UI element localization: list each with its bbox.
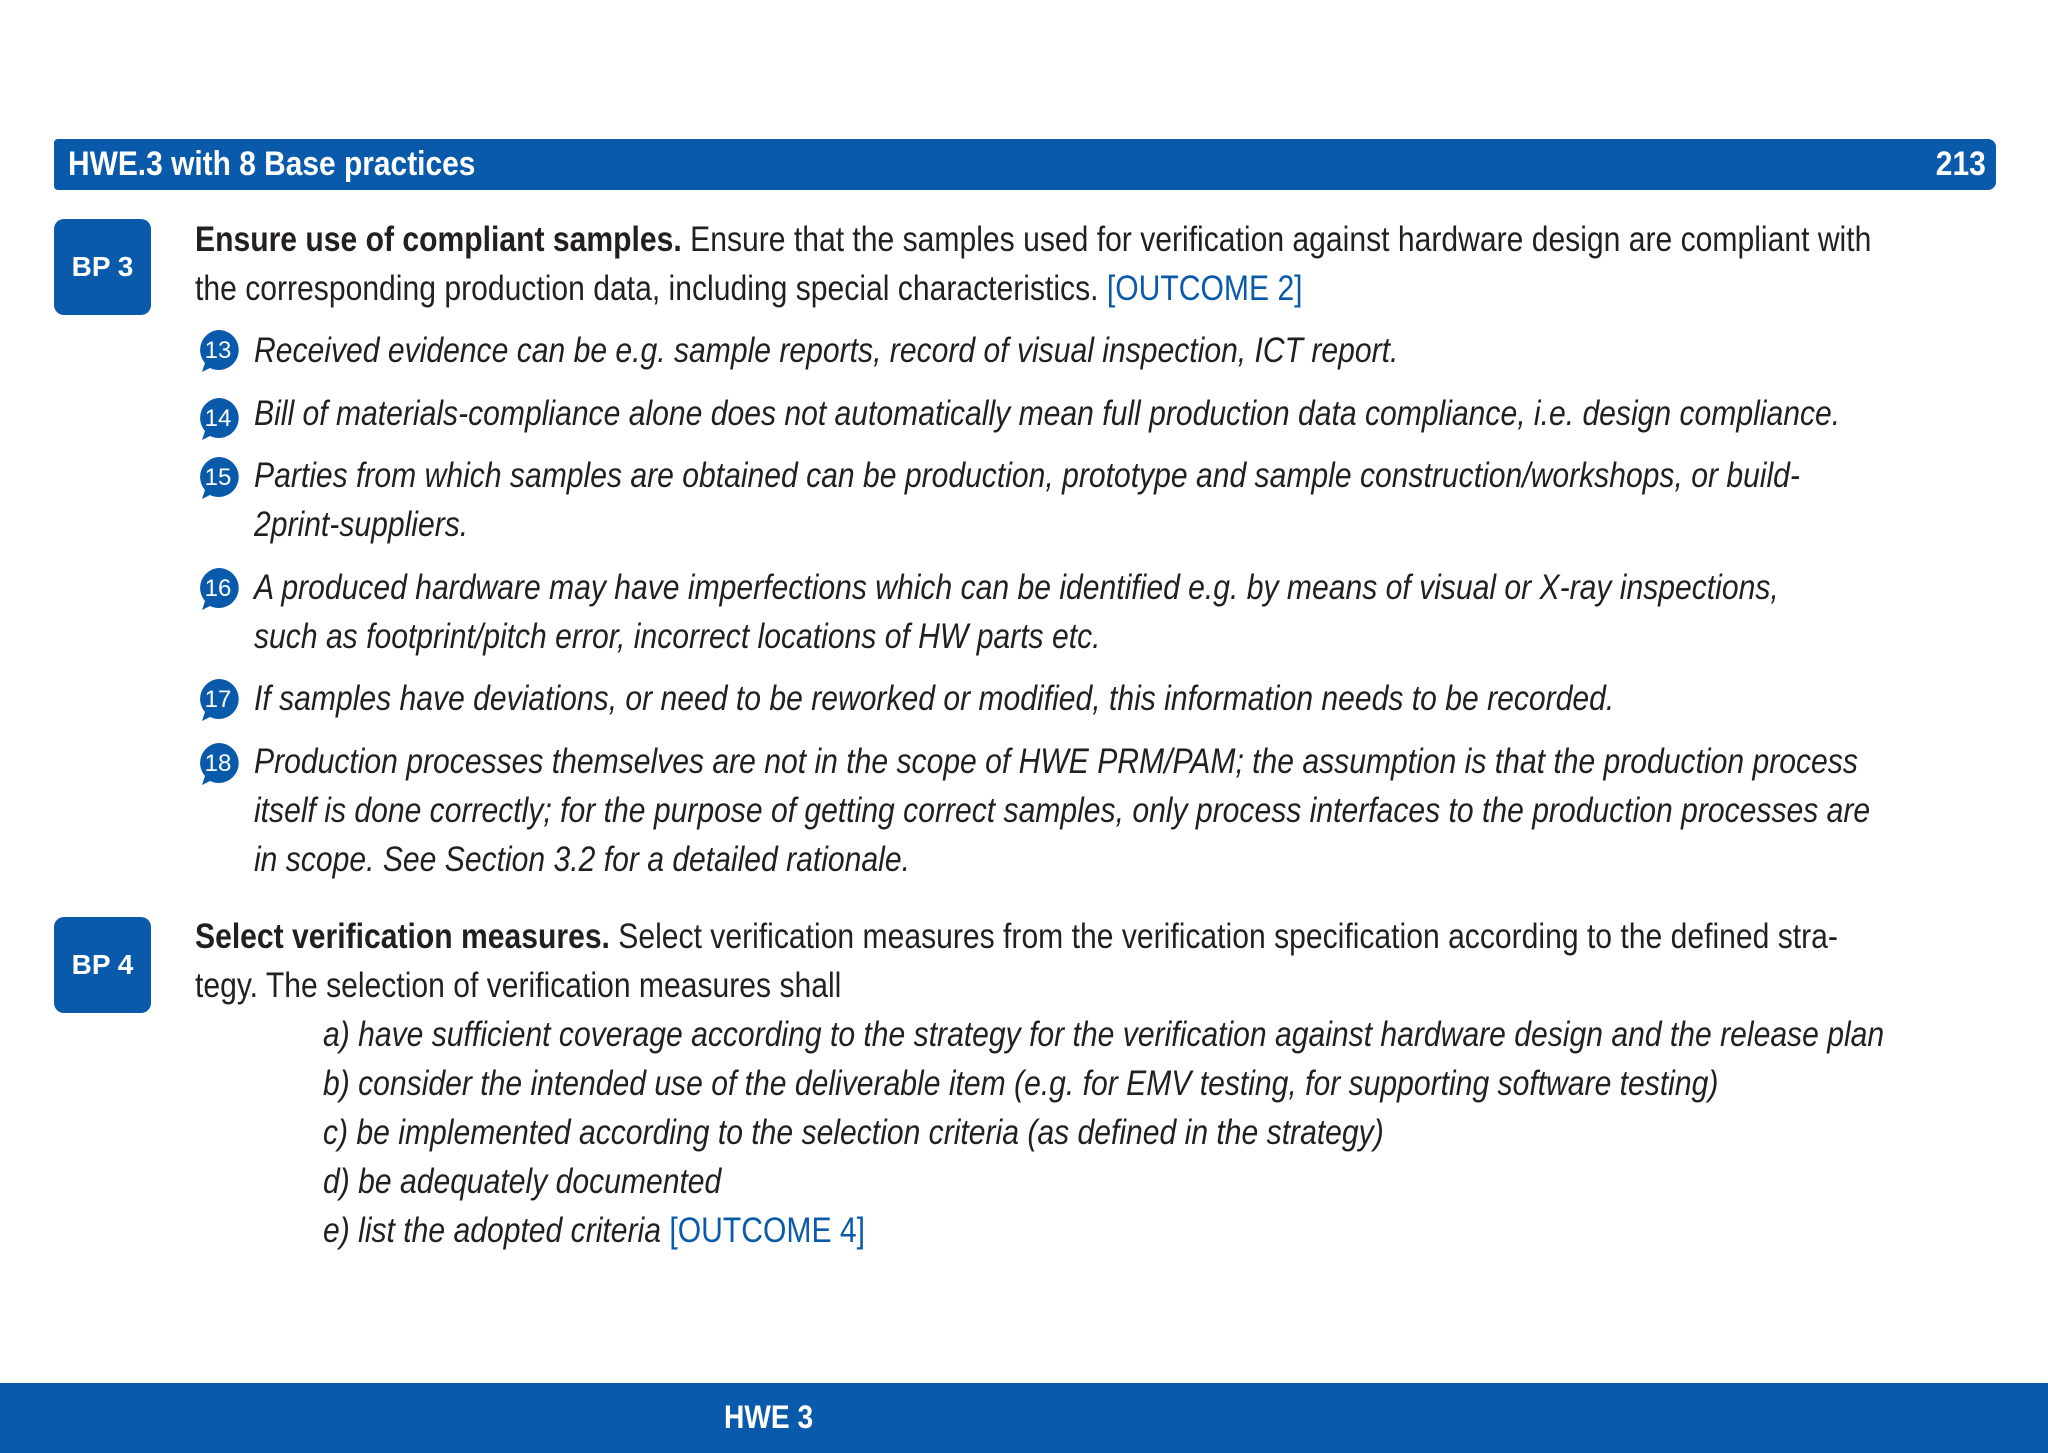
bp3-text-line2: the corresponding production data, including special characteristics. bbox=[195, 269, 1107, 308]
bp4-criteria-list bbox=[323, 1010, 2048, 1255]
page-header-bar bbox=[54, 139, 1996, 190]
bp4-text-line1: Select verification measures from the verification specification according to the defined stra- bbox=[609, 917, 1838, 956]
note-17: If samples have deviations, or need to be reworked or modified, this information needs to be recorded. bbox=[254, 679, 1615, 718]
page-header-title: HWE.3 with 8 Base practices bbox=[68, 145, 476, 183]
note-14: Bill of materials-compliance alone does not automatically mean full production data compliance, i.e. design compliance. bbox=[254, 394, 1841, 433]
footer-label: HWE 3 bbox=[724, 1399, 814, 1435]
bp3-outcome-ref: [OUTCOME 2] bbox=[1106, 269, 1303, 308]
note-15: Parties from which samples are obtained can be production, prototype and sample construction/workshops, or build- 2print-suppliers. bbox=[254, 456, 1800, 544]
note-14-icon bbox=[196, 396, 240, 440]
list-item: c) be implemented according to the selection criteria (as defined in the strategy) bbox=[323, 1113, 1384, 1152]
list-item: d) be adequately documented bbox=[323, 1162, 722, 1201]
bp4-outcome-ref: [OUTCOME 4] bbox=[669, 1211, 866, 1250]
svg-text:17: 17 bbox=[204, 686, 232, 713]
note-16-icon bbox=[196, 566, 240, 610]
note-15-icon bbox=[196, 455, 240, 499]
svg-text:18: 18 bbox=[204, 750, 232, 777]
svg-text:14: 14 bbox=[204, 405, 232, 432]
bp4-badge: BP 4 bbox=[54, 917, 151, 1013]
list-item: a) have sufficient coverage according to the strategy for the verification against hardware design and the release plan bbox=[323, 1015, 1885, 1054]
bp4-description bbox=[195, 912, 2048, 1010]
bp3-heading: Ensure use of compliant samples. bbox=[195, 220, 682, 259]
svg-text:15: 15 bbox=[204, 464, 232, 491]
bp3-badge: BP 3 bbox=[54, 219, 151, 315]
note-13: Received evidence can be e.g. sample reports, record of visual inspection, ICT report. bbox=[254, 331, 1399, 370]
note-16: A produced hardware may have imperfections which can be identified e.g. by means of visual or X-ray inspections, such as footprint/pitch error, incorrect locations of HW parts etc. bbox=[254, 568, 1779, 656]
bp3-text-line1: Ensure that the samples used for verification against hardware design are compliant with bbox=[681, 220, 1872, 259]
page-number: 213 bbox=[1936, 145, 1986, 183]
list-item: b) consider the intended use of the deliverable item (e.g. for EMV testing, for supporting software testing) bbox=[323, 1064, 1719, 1103]
bp4-text-line2: tegy. The selection of verification measures shall bbox=[195, 966, 842, 1005]
note-17-icon bbox=[196, 677, 240, 721]
note-18: Production processes themselves are not in the scope of HWE PRM/PAM; the assumption is that the production process itself is done correctly; for the purpose of getting correct samples, only process interfaces to the production processes are in scope. See Section 3.2 for a detailed rationale. bbox=[254, 742, 1871, 879]
bp4-heading: Select verification measures. bbox=[195, 917, 610, 956]
note-13-icon bbox=[196, 328, 240, 372]
svg-text:16: 16 bbox=[204, 575, 232, 602]
note-18-icon bbox=[196, 741, 240, 785]
svg-text:13: 13 bbox=[204, 337, 232, 364]
page-footer-bar bbox=[0, 1383, 2048, 1453]
list-item: e) list the adopted criteria [OUTCOME 4] bbox=[323, 1211, 866, 1250]
bp3-description bbox=[195, 215, 2048, 313]
